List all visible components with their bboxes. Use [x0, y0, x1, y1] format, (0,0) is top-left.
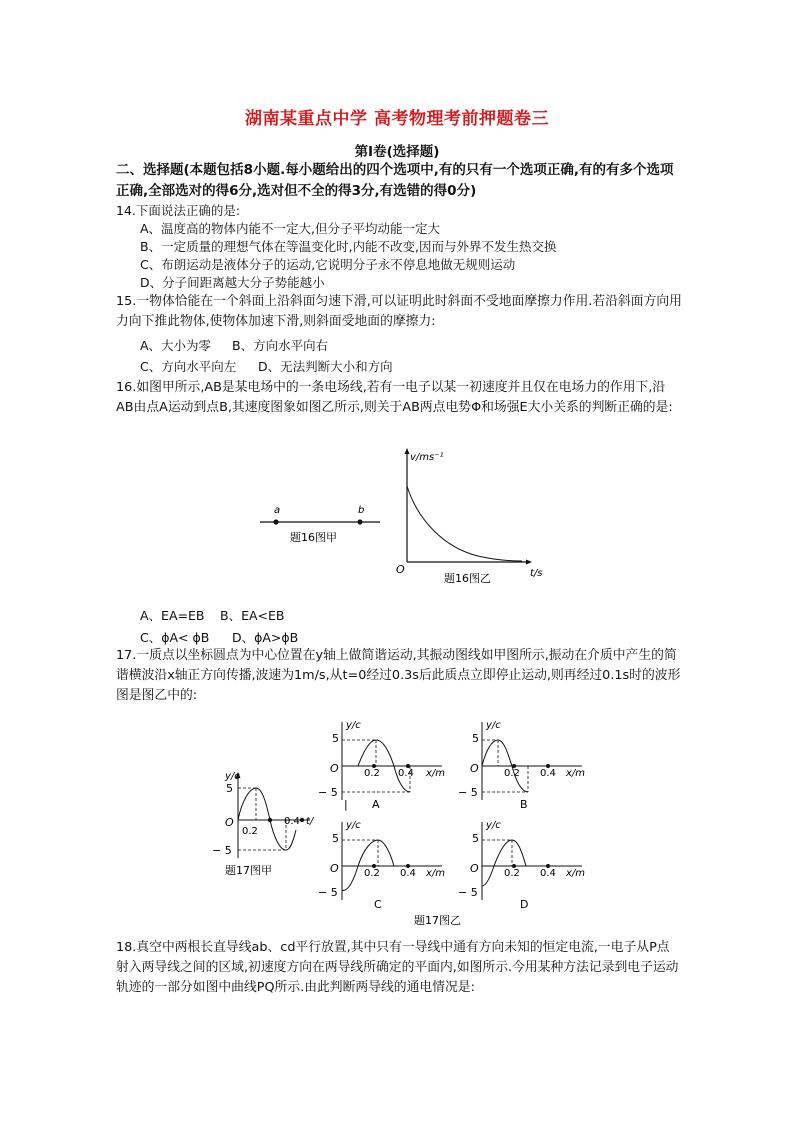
q16-field-line-figure [260, 505, 380, 544]
panel-label-d: D [520, 898, 529, 911]
panel-a-tick: | [344, 798, 348, 811]
y-bottom-label: − 5 [318, 886, 338, 899]
tick-point-1 [268, 818, 272, 822]
q16-stem: 16.如图甲所示,AB是某电场中的一条电场线,若有一电子以某一初速度并且仅在电场力的作用下,沿AB由点A运动到点B,其速度图象如图乙所示,则关于AB两点电势Φ和场强E大小关系的判断正确的是: [116, 380, 673, 415]
y-top-label: 5 [332, 832, 339, 845]
y-axis-label: y/c [346, 720, 361, 731]
y-axis-label: y/c [225, 771, 240, 782]
wave-curve [482, 840, 526, 886]
q16-velocity-graph [396, 448, 543, 585]
q17-panel-b [458, 720, 585, 811]
tick-label-2: 0.4 [540, 768, 556, 779]
tick-point-2 [300, 818, 304, 822]
origin-label: O [470, 862, 479, 875]
q14-stem: 14.下面说法正确的是: [116, 203, 241, 218]
q15-stem: 15.一物体恰能在一个斜面上沿斜面匀速下滑,可以证明此时斜面不受地面摩擦力作用.若沿斜面方向用力向下推此物体,使物体加速下滑,则斜面受地面的摩擦力: [116, 294, 682, 329]
q14-option-b: B、一定质量的理想气体在等温变化时,内能不改变,因而与外界不发生热交换 [140, 239, 557, 254]
origin-label: O [225, 816, 234, 829]
q17-fig-b-caption: 题17图乙 [414, 914, 461, 927]
tick-label-1: 0.2 [364, 768, 380, 779]
q17-panel-a [318, 720, 445, 811]
panel-label-c: C [374, 898, 382, 911]
q17-panel-d [458, 820, 585, 911]
v-axis-arrow [405, 448, 410, 454]
q16-option-b: B、EA<EB [220, 608, 285, 623]
x-axis-label: x/m [426, 768, 446, 779]
tick-label-2: 0.4 [400, 868, 416, 879]
tick-label-2: 0.4 [540, 868, 556, 879]
q17-fig-a-caption: 题17图甲 [225, 864, 272, 877]
point-a [273, 519, 278, 524]
tick-label-1: 0.2 [242, 826, 258, 837]
tick-label-1: 0.2 [504, 868, 520, 879]
q14-option-c: C、布朗运动是液体分子的运动,它说明分子永不停息地做无规则运动 [140, 257, 516, 272]
y-top-label: 5 [332, 732, 339, 745]
origin-label: O [330, 862, 339, 875]
velocity-curve [407, 486, 522, 561]
y-axis-label: y/c [346, 820, 361, 831]
origin-label: O [470, 762, 479, 775]
tick-label-1: 0.2 [504, 768, 520, 779]
q15-option-d: D、无法判断大小和方向 [258, 359, 393, 374]
origin-label: O [396, 563, 405, 576]
section-instructions: 二、选择题(本题包括8小题.每小题给出的四个选项中,有的只有一个选项正确,有的有多个选项正确,全部选对的得6分,选对但不全的得3分,有选错的得0分) [116, 162, 674, 199]
tick-label-2: 0.4 [284, 816, 300, 827]
q16-fig-a-caption: 题16图甲 [290, 531, 337, 544]
t-axis-arrow [526, 560, 532, 565]
q15-option-b: B、方向水平向右 [232, 338, 329, 353]
q17-stem: 17.一质点以坐标圆点为中心位置在y轴上做简谐运动,其振动图线如甲图所示,振动在介质中产生的简谐横波沿x轴正方向传播,波速为1m/s,从t=0经过0.3s后此质点立即停止运动,则再经过0.1s时的波形图是图乙中的: [116, 648, 681, 703]
q15-option-c: C、方向水平向左 [140, 359, 237, 374]
panel-label-b: B [520, 798, 528, 811]
y-top-label: 5 [472, 832, 479, 845]
x-axis-label: x/m [566, 768, 586, 779]
point-b [357, 519, 362, 524]
page-title: 湖南某重点中学 高考物理考前押题卷三 [245, 109, 549, 129]
q14-option-d: D、分子间距离越大分子势能越小 [140, 275, 325, 290]
q16-option-d: D、ϕA>ϕB [232, 630, 299, 645]
q16-figures [250, 446, 550, 592]
q16-option-a: A、EA=EB [140, 608, 205, 623]
y-top-label: 5 [472, 732, 479, 745]
q16-fig-b-caption: 题16图乙 [444, 572, 491, 585]
point-a-label: a [274, 505, 281, 516]
origin-label: O [330, 762, 339, 775]
y-bottom-label: − 5 [458, 786, 478, 799]
q17-panel-c [318, 820, 445, 911]
t-axis-label: t/s [530, 568, 543, 579]
q18-stem: 18.真空中两根长直导线ab、cd平行放置,其中只有一导线中通有方向未知的恒定电流,一电子从P点射入两导线之间的区域,初速度方向在两导线所确定的平面内,如图所示.今用某种方法记录到电子运动轨迹的一部分如图中曲线PQ所示.由此判断两导线的通电情况是: [116, 940, 679, 995]
v-axis-label: v/ms⁻¹ [410, 452, 444, 463]
x-axis-label: x/m [426, 868, 446, 879]
tick-label-2: 0.4 [398, 768, 414, 779]
q17-figures [200, 720, 600, 932]
tick-label-1: 0.2 [364, 868, 380, 879]
part-title: 第Ⅰ卷(选择题) [354, 144, 440, 160]
panel-label-a: A [372, 798, 380, 811]
q17-vibration-graph [212, 771, 315, 877]
y-axis-label: y/c [486, 720, 501, 731]
y-top-label: 5 [226, 782, 233, 795]
point-b-label: b [358, 505, 365, 516]
q16-option-c: C、ϕA< ϕB [140, 630, 210, 645]
y-axis-label: y/c [486, 820, 501, 831]
q14-option-a: A、温度高的物体内能不一定大,但分子平均动能一定大 [140, 221, 441, 236]
y-bottom-label: − 5 [318, 786, 338, 799]
wave-curve [342, 840, 394, 890]
y-bottom-label: − 5 [212, 844, 232, 857]
q15-option-a: A、大小为零 [140, 338, 212, 353]
x-axis-label: x/m [566, 868, 586, 879]
y-bottom-label: − 5 [458, 886, 478, 899]
x-axis-label: t/ [306, 816, 314, 827]
